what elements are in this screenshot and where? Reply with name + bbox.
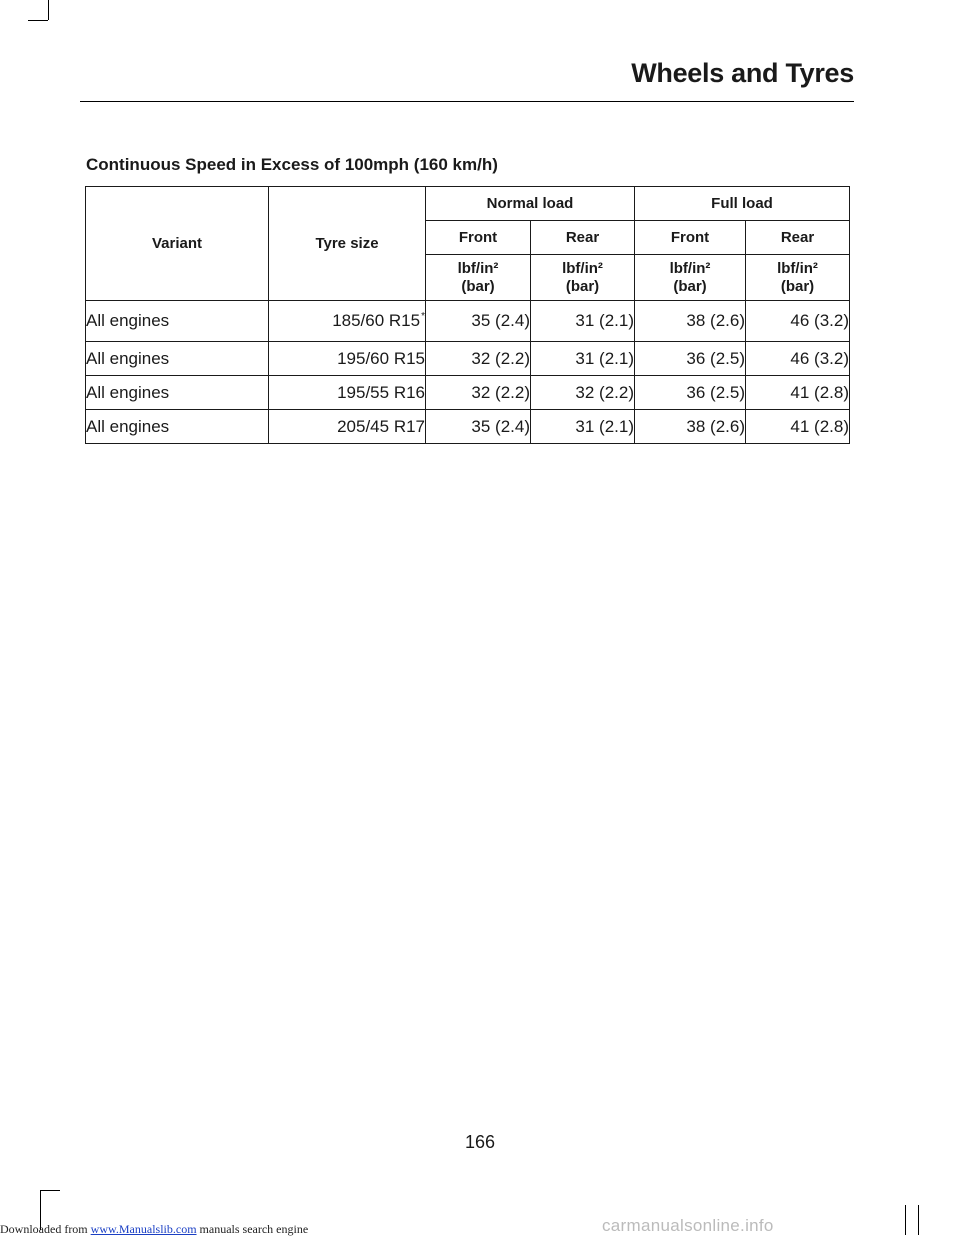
header-full-load: Full load xyxy=(635,187,850,221)
pressure-cell: 32 (2.2) xyxy=(426,342,531,376)
unit-label: lbf/in² xyxy=(457,259,499,277)
tyre-size-cell: 205/45 R17 xyxy=(269,410,426,444)
crop-mark xyxy=(48,0,49,20)
pressure-cell: 38 (2.6) xyxy=(635,301,746,342)
footer-prefix: Downloaded from xyxy=(0,1222,91,1236)
watermark-text: carmanualsonline.info xyxy=(602,1216,774,1235)
header-normal-front: Front xyxy=(426,221,531,255)
unit-header xyxy=(531,255,635,301)
header-normal-load: Normal load xyxy=(426,187,635,221)
pressure-cell: 35 (2.4) xyxy=(426,301,531,342)
tyre-size-cell: 195/55 R16 xyxy=(269,376,426,410)
header-full-front: Front xyxy=(635,221,746,255)
table-row xyxy=(86,376,850,410)
pressure-cell: 35 (2.4) xyxy=(426,410,531,444)
unit-sub-label: (bar) xyxy=(780,277,815,295)
crop-mark xyxy=(40,1190,60,1191)
unit-sub-label: (bar) xyxy=(565,277,600,295)
crop-mark xyxy=(28,20,48,21)
unit-header xyxy=(426,255,531,301)
header-divider xyxy=(80,101,854,102)
footer-suffix: manuals search engine xyxy=(196,1222,309,1236)
manualslib-link[interactable]: www.Manualslib.com xyxy=(90,1222,197,1236)
pressure-cell: 31 (2.1) xyxy=(531,342,635,376)
pressure-cell: 41 (2.8) xyxy=(746,376,850,410)
table-row xyxy=(86,410,850,444)
pressure-cell: 36 (2.5) xyxy=(635,376,746,410)
crop-mark xyxy=(918,1205,919,1235)
variant-cell: All engines xyxy=(86,342,269,376)
section-title: Continuous Speed in Excess of 100mph (160 km/h) xyxy=(86,155,498,174)
page-number: 166 xyxy=(464,1132,496,1152)
table-row xyxy=(86,301,850,342)
unit-header xyxy=(746,255,850,301)
tyre-size-value: 185/60 R15 xyxy=(332,311,421,330)
unit-label: lbf/in² xyxy=(562,259,603,277)
header-normal-rear: Rear xyxy=(531,221,635,255)
pressure-cell: 31 (2.1) xyxy=(531,410,635,444)
variant-cell: All engines xyxy=(86,410,269,444)
page-header-title: Wheels and Tyres xyxy=(631,58,854,88)
pressure-cell: 32 (2.2) xyxy=(531,376,635,410)
variant-cell: All engines xyxy=(86,301,269,342)
download-footer xyxy=(0,1222,308,1237)
tyre-size-cell: 195/60 R15 xyxy=(269,342,426,376)
pressure-cell: 31 (2.1) xyxy=(531,301,635,342)
pressure-cell: 32 (2.2) xyxy=(426,376,531,410)
header-full-rear: Rear xyxy=(746,221,850,255)
footnote-marker: * xyxy=(421,311,425,323)
unit-sub-label: (bar) xyxy=(461,277,495,295)
header-tyre-size: Tyre size xyxy=(269,187,426,301)
table-row xyxy=(86,342,850,376)
pressure-cell: 46 (3.2) xyxy=(746,342,850,376)
tyre-size-cell xyxy=(269,301,426,342)
unit-sub-label: (bar) xyxy=(673,277,707,295)
tyre-pressure-table xyxy=(85,186,850,444)
header-variant: Variant xyxy=(86,187,269,301)
pressure-cell: 46 (3.2) xyxy=(746,301,850,342)
unit-header xyxy=(635,255,746,301)
unit-label: lbf/in² xyxy=(777,259,818,277)
unit-label: lbf/in² xyxy=(669,259,711,277)
pressure-cell: 41 (2.8) xyxy=(746,410,850,444)
pressure-cell: 36 (2.5) xyxy=(635,342,746,376)
variant-cell: All engines xyxy=(86,376,269,410)
pressure-cell: 38 (2.6) xyxy=(635,410,746,444)
crop-mark xyxy=(905,1205,906,1235)
